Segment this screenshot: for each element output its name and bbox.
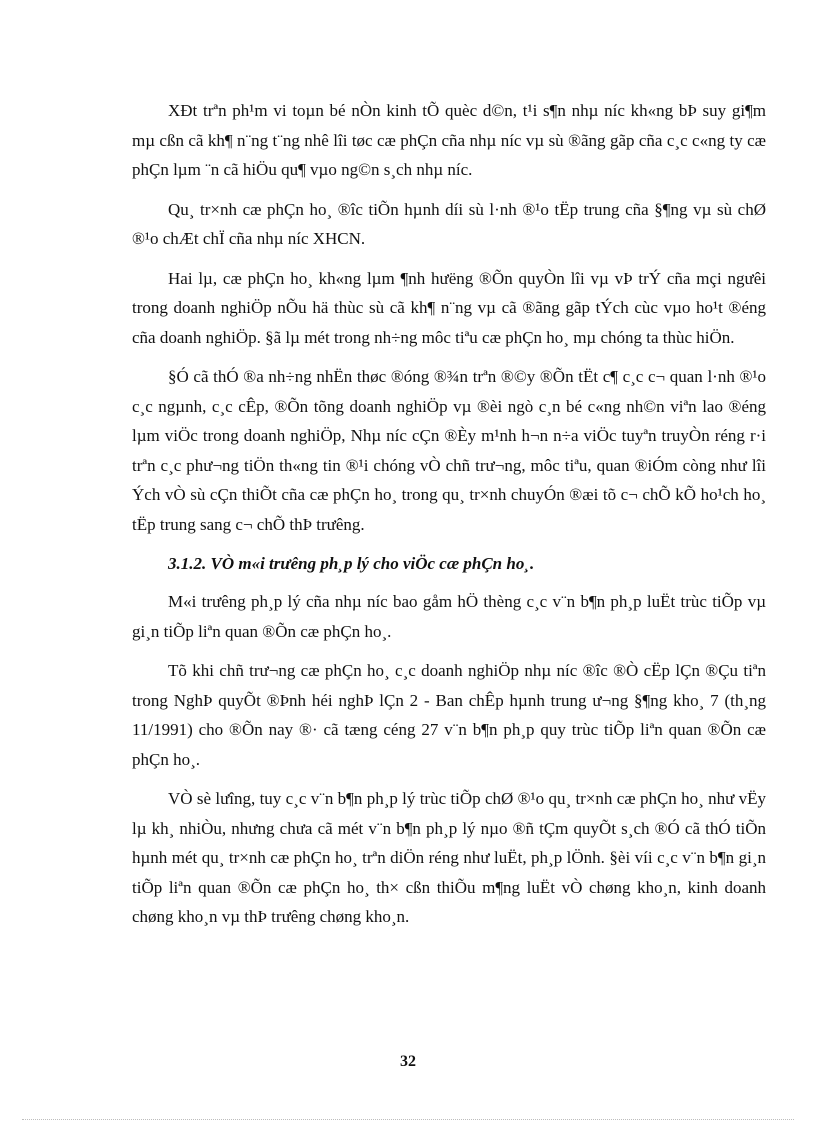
paragraph-legal-history: Tõ khi chñ trư¬ng cæ phÇn ho¸ c¸c doanh nghiÖp nhµ níc ®îc ®Ò cËp lÇn ®Çu tiªn trong NghÞ quyÕt ®Þnh héi nghÞ lÇn 2 - Ban chÊp hµnh trung ư¬ng §¶ng kho¸ 7 (th¸ng 11/1991) cho ®Õn nay ®· cã tæng céng 27 v¨n b¶n ph¸p quy trùc tiÕp liªn quan ®Õn cæ phÇn ho¸.	[132, 661, 766, 769]
paragraph-legal-environment: M«i trưêng ph¸p lý cña nhµ níc bao gåm hÖ thèng c¸c v¨n b¶n ph¸p luËt trùc tiÕp vµ gi¸n tiÕp liªn quan ®Õn cæ phÇn ho¸.	[132, 592, 766, 641]
paragraph-state-assets: XÐt trªn ph¹m vi toµn bé nÒn kinh tÕ quèc d©n, t¹i s¶n nhµ níc kh«ng bÞ suy gi¶m mµ cßn cã kh¶ n¨ng t¨ng nhê lîi tøc cæ phÇn cña nhµ níc vµ sù ®ãng gãp cña c¸c c«ng ty cæ phÇn lµm ¨n cã hiÖu qu¶ vµo ng©n s¸ch nhµ níc.	[132, 101, 766, 179]
page-number: 32	[400, 1053, 416, 1070]
section-heading: 3.1.2. VÒ m«i trưêng ph¸p lý cho viÖc cæ phÇn ho¸.	[168, 554, 535, 573]
page-body	[132, 96, 766, 942]
paragraph-workers-rights: Hai lµ, cæ phÇn ho¸ kh«ng lµm ¶nh hưëng ®Õn quyÒn lîi vµ vÞ trÝ cña mçi ngưêi trong doanh nghiÖp nÕu hä thùc sù cã kh¶ n¨ng vµ cã ®ãng gãp tÝch cùc vµo ho¹t ®éng cña doanh nghiÖp. §ã lµ mét trong nh÷ng môc tiªu cæ phÇn ho¸ mµ chóng ta thùc hiÖn.	[132, 268, 766, 347]
page-bottom-divider	[22, 1119, 794, 1120]
paragraph-party-leadership: Qu¸ tr×nh cæ phÇn ho¸ ®îc tiÕn hµnh díi sù l·nh ®¹o tËp trung cña §¶ng vµ sù chØ ®¹o chÆt chÏ cña nhµ níc XHCN.	[132, 199, 766, 248]
paragraph-propaganda: §Ó cã thÓ ®a nh÷ng nhËn thøc ®óng ®¾n trªn ®©y ®Õn tËt c¶ c¸c c¬ quan l·nh ®¹o c¸c ngµnh, c¸c cÊp, ®Õn tõng doanh nghiÖp vµ ®èi ngò c¸n bé c«ng nh©n viªn lao ®éng lµm viÖc trong doanh nghiÖp, Nhµ níc cÇn ®Èy m¹nh h¬n n÷a viÖc tuyªn truyÒn réng r·i trªn c¸c phư¬ng tiÖn th«ng tin ®¹i chóng vÒ chñ trư¬ng, môc tiªu, quan ®iÓm còng như lîi Ých vÒ sù cÇn thiÕt cña cæ phÇn ho¸ trong qu¸ tr×nh chuyÓn ®æi tõ c¬ chÕ kÕ ho¹ch ho¸ tËp trung sang c¬ chÕ thÞ trưêng.	[132, 367, 766, 534]
paragraph-legal-gaps: VÒ sè lưîng, tuy c¸c v¨n b¶n ph¸p lý trùc tiÕp chØ ®¹o qu¸ tr×nh cæ phÇn ho¸ như vËy lµ kh¸ nhiÒu, nhưng chưa cã mét v¨n b¶n ph¸p lý nµo ®ñ tÇm quyÕt s¸ch ®Ó cã thÓ tiÕn hµnh mét qu¸ tr×nh cæ phÇn ho¸ trªn diÖn réng như luËt, ph¸p lÖnh. §èi víi c¸c v¨n b¶n gi¸n tiÕp liªn quan ®Õn cæ phÇn ho¸ th× cßn thiÕu m¶ng luËt vÒ chøng kho¸n, kinh doanh chøng kho¸n vµ thÞ trưêng chøng kho¸n.	[132, 789, 766, 926]
